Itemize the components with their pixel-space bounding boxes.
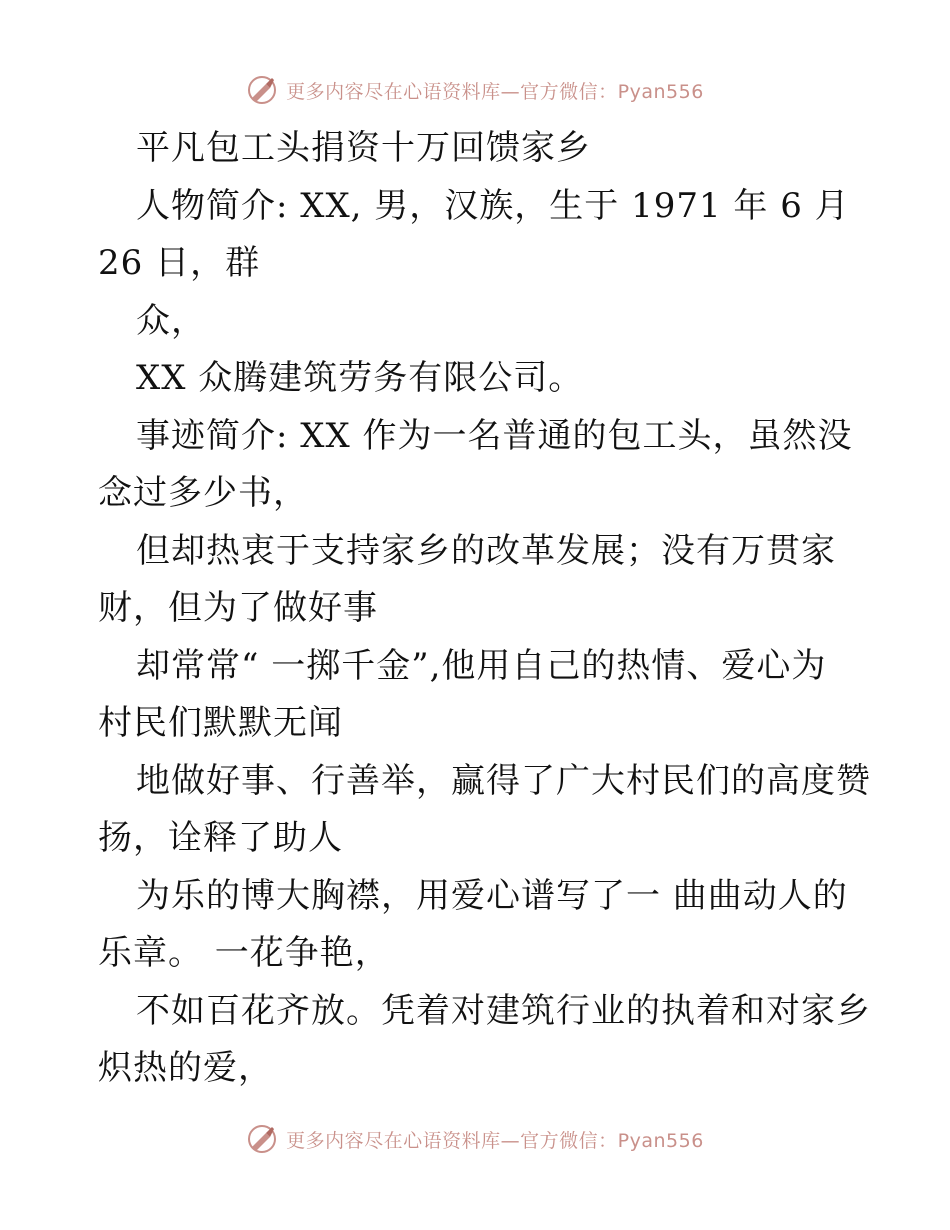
pen-logo-icon xyxy=(246,74,278,106)
footer-watermark xyxy=(0,1119,950,1159)
text-line: 地做好事、行善举，赢得了广大村民们的高度赞 xyxy=(136,760,871,801)
text-line: 乐章。 一花争艳， xyxy=(98,933,390,973)
text-line: 财，但为了做好事 xyxy=(98,588,378,628)
watermark-text: 更多内容尽在心语资料库—官方微信：Pyan556 xyxy=(286,80,704,103)
text-line: 为乐的博大胸襟，用爱心谱写了一 曲曲动人的 xyxy=(136,875,848,916)
text-line: 众， xyxy=(136,300,206,341)
text-line: 事迹简介: XX 作为一名普通的包工头，虽然没 xyxy=(136,415,853,456)
text-line: 扬，诠释了助人 xyxy=(98,818,343,858)
text-line: 炽热的爱， xyxy=(98,1048,273,1088)
text-line: 平凡包工头捐资十万回馈家乡 xyxy=(136,128,591,168)
document-body xyxy=(98,120,871,1098)
text-line: 人物简介: XX, 男，汉族，生于 1971 年 6 月 xyxy=(136,185,850,226)
text-line: 但却热衷于支持家乡的改革发展；没有万贯家 xyxy=(136,530,836,571)
header-watermark xyxy=(0,70,950,110)
text-line: 26 日，群 xyxy=(98,243,261,283)
text-line: XX 众腾建筑劳务有限公司。 xyxy=(136,358,584,398)
watermark-text: 更多内容尽在心语资料库—官方微信：Pyan556 xyxy=(286,1129,704,1152)
text-line: 却常常“ 一掷千金”,他用自己的热情、爱心为 xyxy=(136,645,827,686)
pen-logo-icon xyxy=(246,1123,278,1155)
text-line: 不如百花齐放。凭着对建筑行业的执着和对家乡 xyxy=(136,990,871,1031)
text-line: 村民们默默无闻 xyxy=(98,703,343,743)
text-line: 念过多少书， xyxy=(98,473,308,513)
